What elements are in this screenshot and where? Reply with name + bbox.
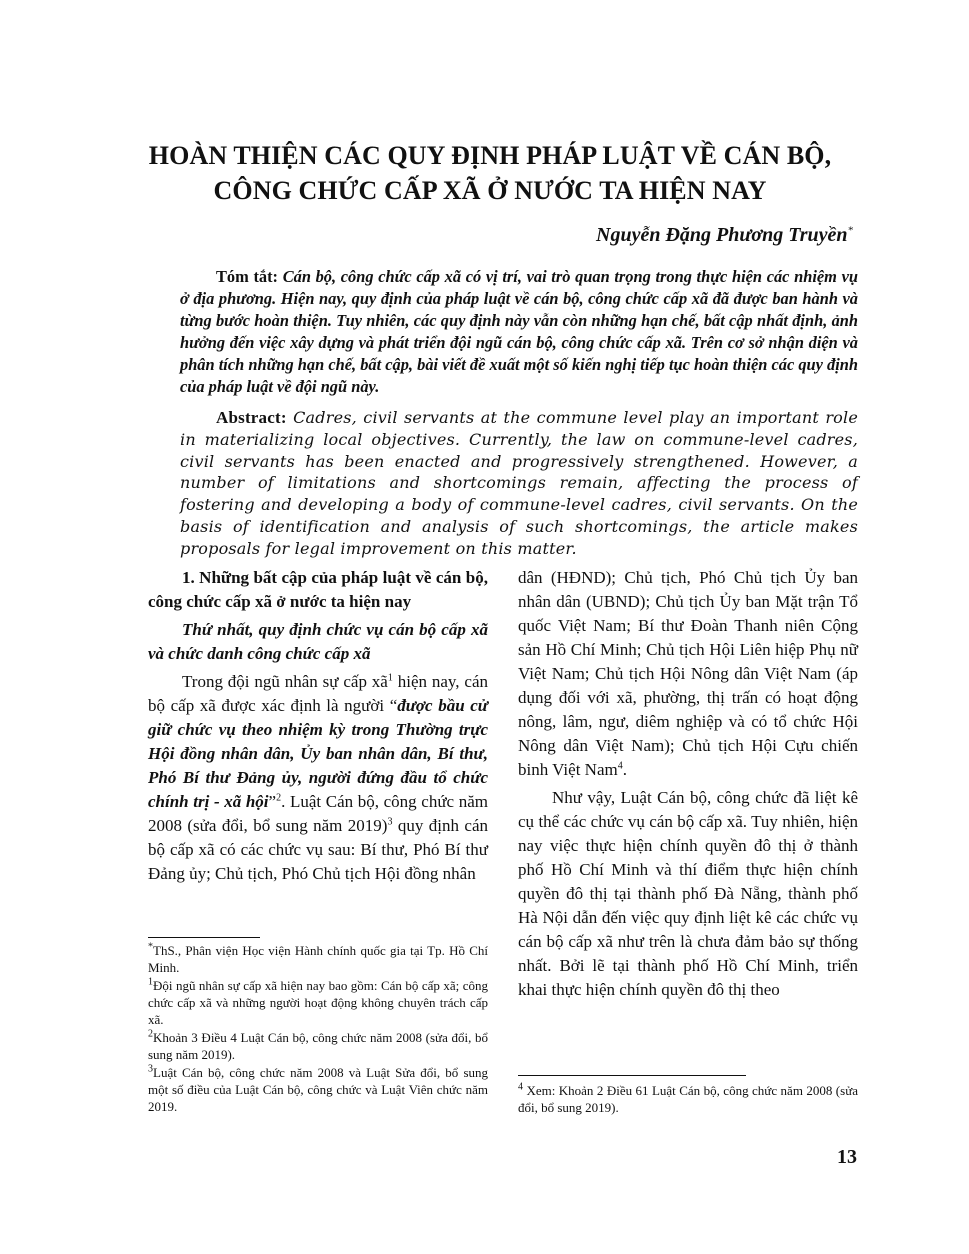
left-paragraph-1 — [148, 670, 488, 886]
text-run: . Luật Cán bộ, công chức năm 2008 (sửa đổi, bổ sung năm 2019) — [148, 792, 488, 835]
right-column — [518, 566, 858, 1006]
right-paragraph-2: Như vậy, Luật Cán bộ, công chức đã liệt kê cụ thể các chức vụ cán bộ cấp xã. Tuy nhiên, hiện nay việc thực hiện chính quyền đô thị ở thành phố Hồ Chí Minh và thí điểm thực hiện chính quyền đô thị tại thành phố Đà Nẵng, thành phố Hà Nội dẫn đến việc quy định liệt kê các chức vụ cán bộ cấp xã như trên là chưa đảm bảo sự thống nhất. Bởi lẽ tại thành phố Hồ Chí Minh, triển khai thực hiện chính quyền đô thị theo — [518, 788, 858, 999]
footnote-mark: 3 — [148, 1063, 153, 1075]
text-run: quy định cán bộ cấp xã có các chức vụ sau: Bí thư, Phó Bí thư Đảng ủy; Chủ tịch, Phó Chủ tịch Hội đồng nhân — [148, 816, 488, 883]
english-abstract — [180, 407, 858, 560]
author-name: Nguyễn Đặng Phương Truyền — [596, 224, 848, 246]
right-paragraph-1 — [518, 566, 858, 782]
footnote — [148, 942, 488, 976]
text-run: dân (HĐND); Chủ tịch, Phó Chủ tịch Ủy ban nhân dân (UBND); Chủ tịch Ủy ban Mặt trận Tổ quốc Việt Nam; Bí thư Đoàn Thanh niên Cộng sản Hồ Chí Minh; Chủ tịch Hội Liên hiệp Phụ nữ Việt Nam; Chủ tịch Hội Nông dân Việt Nam (áp dụng đối với xã, phường, thị trấn có hoạt động nông, lâm, ngư, diêm nghiệp và có tổ chức Hội Nông dân Việt Nam); Chủ tịch Hội Cựu chiến binh Việt Nam — [518, 568, 858, 779]
footnote-text: Xem: Khoản 2 Điều 61 Luật Cán bộ, công chức năm 2008 (sửa đổi, bổ sung 2019). — [518, 1083, 859, 1115]
footnote-text: Đội ngũ nhân sự cấp xã hiện nay bao gồm: Cán bộ cấp xã; công chức cấp xã và những người hoạt động không chuyên trách cấp xã. — [148, 978, 488, 1027]
footnote — [518, 1082, 858, 1116]
footnote-mark: * — [148, 941, 153, 953]
footnote-text: Khoản 3 Điều 4 Luật Cán bộ, công chức năm 2008 (sửa đổi, bổ sung năm 2019). — [148, 1030, 488, 1062]
footnote-text: Luật Cán bộ, công chức năm 2008 và Luật Sửa đổi, bổ sung một số điều của Luật Cán bộ, công chức và Luật Viên chức năm 2019. — [148, 1065, 488, 1114]
footnote-ref-3[interactable]: 3 — [387, 816, 393, 828]
footnote — [148, 1064, 488, 1115]
footnote — [148, 977, 488, 1028]
text-run: ” — [268, 792, 277, 811]
footnote-ref-4[interactable]: 4 — [617, 760, 623, 772]
abstract-label: Abstract: — [216, 408, 287, 427]
author-mark: * — [847, 224, 853, 237]
footnote-ref-2[interactable]: 2 — [276, 792, 282, 804]
footnote-mark: 4 — [518, 1081, 523, 1093]
author — [596, 224, 853, 247]
footnote-text: ThS., Phân viện Học viện Hành chính quốc gia tại Tp. Hồ Chí Minh. — [148, 943, 488, 975]
text-run: . — [622, 760, 627, 779]
text-run: Trong đội ngũ nhân sự cấp xã — [182, 672, 388, 691]
footnote-divider-right — [518, 1075, 746, 1076]
footnote-mark: 2 — [148, 1028, 153, 1040]
footnote — [148, 1029, 488, 1063]
footnote-ref-1[interactable]: 1 — [387, 672, 393, 684]
left-column — [148, 566, 488, 890]
title-line-1: HOÀN THIỆN CÁC QUY ĐỊNH PHÁP LUẬT VỀ CÁN BỘ, — [148, 141, 832, 170]
text-run: hiện nay, cán bộ cấp xã được xác định là người “ — [148, 672, 488, 715]
abstract-text: Cadres, civil servants at the commune level play an important role in materializing local objectives. Currently, the law on commune-level cadres, civil servants has been enacted and progressively strengthened. However, a number of limitations and shortcomings remain, affecting the process of fostering and developing a body of commune-level cadres, civil servants. On the basis of identification and analysis of such shortcomings, the article makes proposals for legal improvement on this matter. — [180, 408, 858, 558]
footnote-divider-left — [148, 937, 260, 938]
footnotes-right — [518, 1082, 858, 1117]
section-heading: 1. Những bất cập của pháp luật về cán bộ, công chức cấp xã ở nước ta hiện nay — [148, 568, 488, 611]
subsection-heading: Thứ nhất, quy định chức vụ cán bộ cấp xã và chức danh công chức cấp xã — [148, 620, 488, 663]
article-title — [120, 138, 860, 208]
summary-text: Cán bộ, công chức cấp xã có vị trí, vai trò quan trọng trong thực hiện các nhiệm vụ ở địa phương. Hiện nay, quy định của pháp luật về cán bộ, công chức cấp xã đã được ban hành và từng bước hoàn thiện. Tuy nhiên, các quy định này vẫn còn những hạn chế, bất cập nhất định, ảnh hưởng đến việc xây dựng và phát triển đội ngũ cán bộ, công chức cấp xã. Trên cơ sở nhận diện và phân tích những hạn chế, bất cập, bài viết đề xuất một số kiến nghị tiếp tục hoàn thiện các quy định của pháp luật về đội ngũ này. — [180, 267, 858, 396]
quoted-definition: được bầu cử giữ chức vụ theo nhiệm kỳ trong Thường trực Hội đồng nhân dân, Ủy ban nhân dân, Bí thư, Phó Bí thư Đảng ủy, người đứng đầu tổ chức chính trị - xã hội — [148, 696, 488, 811]
vietnamese-summary — [180, 266, 858, 398]
title-line-2: CÔNG CHỨC CẤP XÃ Ở NƯỚC TA HIỆN NAY — [213, 176, 767, 205]
summary-label: Tóm tắt: — [216, 267, 279, 286]
footnotes-left — [148, 942, 488, 1116]
page-number: 13 — [837, 1146, 857, 1168]
footnote-mark: 1 — [148, 976, 153, 988]
